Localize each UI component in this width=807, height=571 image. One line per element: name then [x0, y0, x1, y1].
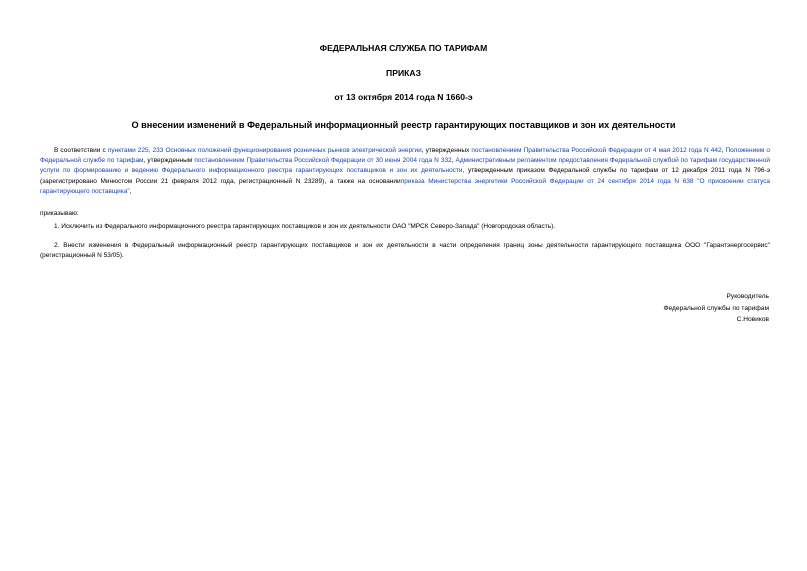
- preamble-text-6: , утвержденным приказом Федеральной службы по тарифам от 12 декабря 2011 года N 796-э (зарегистрировано Минюстом России 21 февраля 2012 года, регистрационный N 23289), а также на основании: [40, 167, 771, 185]
- order-item-1: 1. Исключить из Федерального информационного реестра гарантирующих поставщиков и зон их деятельности ОАО "МРСК Северо-Запада" (Новгородская область).: [54, 223, 556, 230]
- link-government-decree-332[interactable]: постановлением Правительства Российской Федерации от 30 июня 2004 года N 332: [194, 157, 452, 165]
- preamble-text-3: ,: [721, 147, 726, 154]
- signatory-name: С.Новиков: [736, 316, 769, 323]
- signatory-position-line1: Руководитель: [726, 293, 769, 300]
- order-item-2: 2. Внести изменения в Федеральный информационный реестр гарантирующих поставщиков и зон их деятельности в части определения границ зоны деятельности гарантирующего поставщика ООО "Гарантэнергосервис" (регистрационный N 53/05).: [40, 242, 770, 260]
- preamble-paragraph: [40, 146, 770, 197]
- order-word: приказываю:: [40, 210, 79, 217]
- preamble-text-7: ,: [129, 187, 132, 195]
- preamble-text-1: В соответствии с: [54, 147, 108, 154]
- preamble-text-2: , утвержденных: [421, 147, 472, 154]
- link-retail-market-provisions[interactable]: пунктами 225, 233 Основных положений функционирования розничных рынков электрической энергии: [107, 147, 422, 154]
- document-type: ПРИКАЗ: [386, 68, 421, 78]
- agency-name: ФЕДЕРАЛЬНАЯ СЛУЖБА ПО ТАРИФАМ: [319, 43, 488, 53]
- document-title: О внесении изменений в Федеральный информационный реестр гарантирующих поставщиков и зон их деятельности: [131, 120, 676, 130]
- link-administrative-regulation[interactable]: Административным регламентом предоставления Федеральной службой по тарифам государственной услуги по формированию и ведению Федерального информационного реестра гарантирующих поставщиков и зон их деятельности: [40, 157, 770, 175]
- link-minenergo-order-638[interactable]: приказа Министерства энергетики Российской Федерации от 24 сентября 2014 года N 638 "О присвоении статуса гарантирующего поставщика": [40, 177, 770, 195]
- document-date-number: от 13 октября 2014 года N 1660-э: [334, 92, 473, 102]
- link-government-decree-442[interactable]: постановлением Правительства Российской Федерации от 4 мая 2012 года N 442: [471, 147, 722, 154]
- preamble-text-5: ,: [451, 157, 456, 165]
- preamble-text-4: , утвержденным: [143, 157, 195, 165]
- signatory-position-line2: Федеральной службы по тарифам: [663, 305, 769, 312]
- link-fst-regulation[interactable]: Положением о Федеральной службе по тарифам: [40, 147, 770, 165]
